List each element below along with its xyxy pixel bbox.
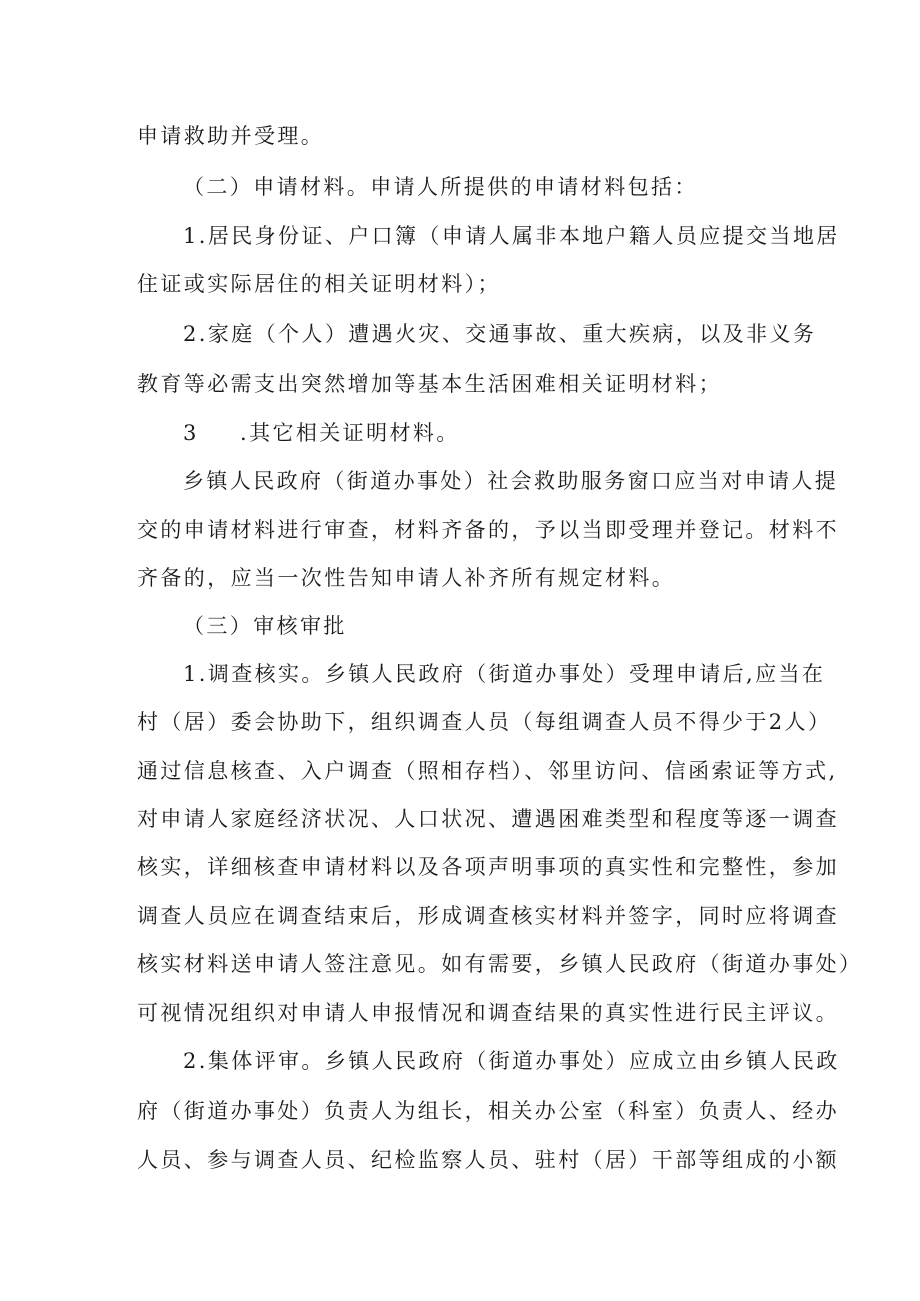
paragraph-line: 2.家庭（个人）遭遇火灾、交通事故、重大疾病，以及非义务: [183, 322, 817, 346]
paragraph-line: 调查人员应在调查结束后，形成调查核实材料并签字，同时应将调查: [137, 904, 839, 928]
paragraph-line: 核实材料送申请人签注意见。如有需要，乡镇人民政府（街道办事处）: [137, 952, 863, 976]
paragraph-line: 住证或实际居住的相关证明材料）；: [137, 272, 501, 296]
paragraph-line: 交的申请材料进行审查，材料齐备的，予以当即受理并登记。材料不: [137, 518, 839, 542]
paragraph-line: 2.集体评审。乡镇人民政府（街道办事处）应成立由乡镇人民政: [183, 1049, 840, 1073]
paragraph-line: 1.居民身份证、户口簿（申请人属非本地户籍人员应提交当地居: [183, 224, 840, 248]
paragraph-line: 核实，详细核查申请材料以及各项声明事项的真实性和完整性，参加: [137, 855, 839, 879]
paragraph-line: 通过信息核查、入户调查（照相存档）、邻里访问、信函索证等方式,: [137, 759, 838, 783]
paragraph-line: 村（居）委会协助下，组织调查人员（每组调查人员不得少于2人）: [137, 710, 832, 734]
paragraph-line: 乡镇人民政府（街道办事处）社会救助服务窗口应当对申请人提: [183, 469, 839, 493]
paragraph-line: 可视情况组织对申请人申报情况和调查结果的真实性进行民主评议。: [137, 1001, 839, 1025]
paragraph-line: 府（街道办事处）负责人为组长，相关办公室（科室）负责人、经办: [137, 1099, 839, 1123]
list-number: 3: [183, 421, 198, 445]
paragraph-line: 教育等必需支出突然增加等基本生活困难相关证明材料；: [137, 372, 722, 396]
paragraph-line: 1.调查核实。乡镇人民政府（街道办事处）受理申请后,应当在: [183, 662, 826, 686]
paragraph-line: 齐备的，应当一次性告知申请人补齐所有规定材料。: [137, 566, 676, 590]
paragraph-line: 对申请人家庭经济状况、人口状况、遭遇困难类型和程度等逐一调查: [137, 807, 839, 831]
paragraph-line: 人员、参与调查人员、纪检监察人员、驻村（居）干部等组成的小额: [137, 1148, 839, 1172]
section-heading: （三）审核审批: [183, 614, 347, 638]
paragraph-line: .其它相关证明材料。: [240, 421, 460, 445]
section-heading: （二）申请材料。申请人所提供的申请材料包括：: [183, 175, 698, 199]
paragraph-line: 申请救助并受理。: [137, 124, 325, 148]
